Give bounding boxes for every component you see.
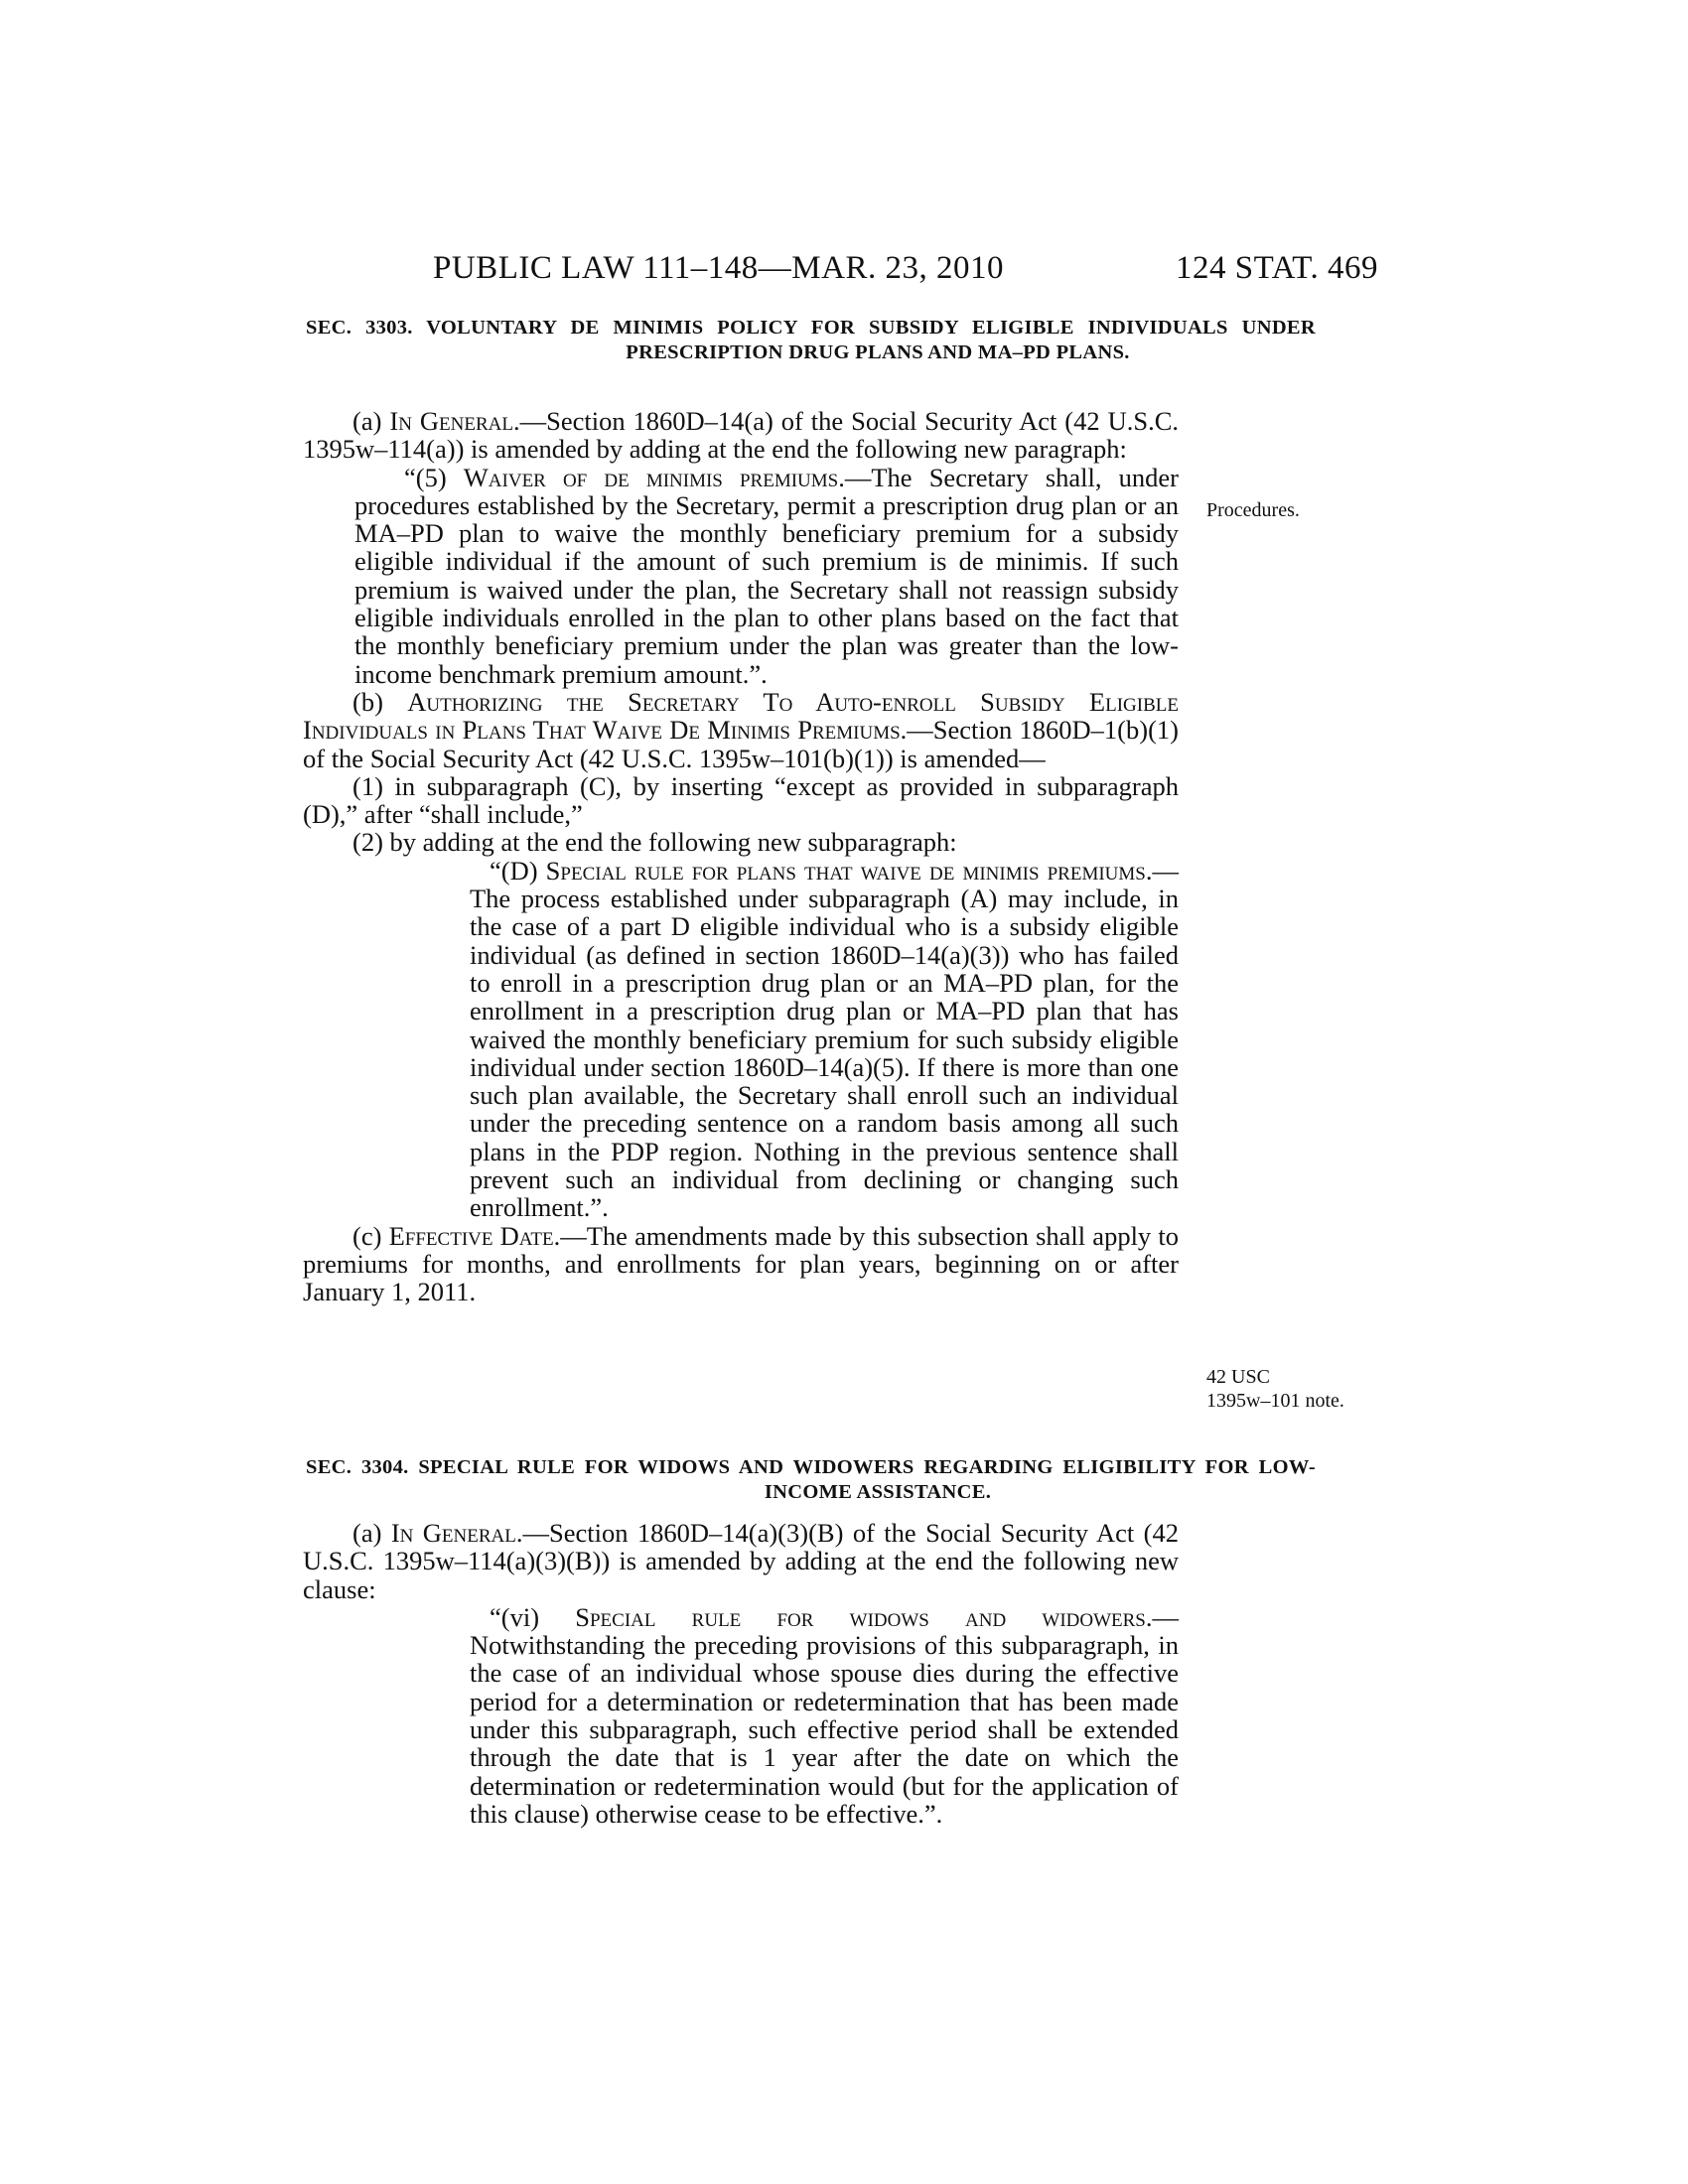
subsection-b-item-1: (1) in subparagraph (C), by inserting “except as provided in subparagraph (D),” after “shall include,” xyxy=(303,770,1179,830)
subsection-a-text: .—Section 1860D–14(a) of the Social Security Act (42 U.S.C. 1395w–114(a)) is amended by adding at the end the following new paragraph: xyxy=(303,406,1179,465)
paragraph-5-caption: Waiver of de minimis premiums xyxy=(463,462,839,492)
subsection-b-text: .—Section 1860D–1(b)(1) of the Social Security Act (42 U.S.C. 1395w–101(b)(1)) is amended— xyxy=(303,715,1179,773)
paragraph-5-label: “(5) xyxy=(404,462,464,492)
clause-vi-caption: Special rule for widows and widowers xyxy=(575,1601,1146,1632)
margin-note-usc-line-1: 42 USC xyxy=(1206,1366,1270,1388)
running-header-stat-page: 124 STAT. 469 xyxy=(1175,250,1378,286)
running-header-title: PUBLIC LAW 111–148—MAR. 23, 2010 xyxy=(433,250,1004,286)
subsection-c-caption: Effective Date xyxy=(388,1220,554,1251)
subsection-b-label: (b) xyxy=(352,686,408,717)
clause-vi-text: .— Notwithstanding the preceding provisions of this subparagraph, in the case of an individual whose spouse dies during the effective period for a determination or redetermination that has been made under this subparagraph, such effective period shall be extended through the date that is 1 year after the date on which the determination or redetermination would (but for the application of this clause) otherwise cease to be effective.”. xyxy=(470,1601,1180,1829)
subsection-b-item-2: (2) by adding at the end the following new subparagraph: xyxy=(352,827,957,858)
subsection-a-label: (a) xyxy=(352,406,390,436)
paragraph-5-block xyxy=(303,464,1179,688)
clause-vi xyxy=(470,1603,1179,1828)
subsection-a xyxy=(303,407,1179,464)
subparagraph-d-caption: Special rule for plans that waive de minimis premiums xyxy=(545,855,1146,886)
clause-vi-label: “(vi) xyxy=(490,1601,576,1632)
subparagraph-d-label: “(D) xyxy=(490,855,546,886)
clause-vi-block xyxy=(303,1603,1179,1828)
section-3304-subsection-a-label: (a) xyxy=(352,1518,391,1548)
section-3304-body xyxy=(303,1519,1179,1828)
section-3303-heading: SEC. 3303. VOLUNTARY DE MINIMIS POLICY FOR SUBSIDY ELIGIBLE INDIVIDUALS UNDER PRESCRIPTION DRUG PLANS AND MA–PD PLANS. xyxy=(306,317,1316,363)
subsection-b xyxy=(303,688,1179,772)
section-3304-subsection-a-caption: In General xyxy=(390,1518,516,1548)
subsection-a-caption: In General xyxy=(389,406,513,436)
subsection-b-caption: Authorizing the Secretary To Auto-enroll Subsidy Eligible Individuals in Plans That Waive De Minimis Premiums xyxy=(303,686,1179,746)
section-3304-heading: SEC. 3304. SPECIAL RULE FOR WIDOWS AND WIDOWERS REGARDING ELIGIBILITY FOR LOW-INCOME ASSISTANCE. xyxy=(306,1456,1316,1503)
subsection-c-label: (c) xyxy=(352,1220,389,1251)
margin-note-procedures: Procedures. xyxy=(1206,499,1300,521)
subparagraph-d-text: .—The process established under subparagraph (A) may include, in the case of a part D eligible individual who is a subsidy eligible individual (as defined in section 1860D–14(a)(3)) who has failed to enroll in a prescription drug plan or an MA–PD plan, for the enrollment in a prescription drug plan or MA–PD plan that has waived the monthly beneficiary premium for such subsidy eligible individual under section 1860D–14(a)(5). If there is more than one such plan available, the Secretary shall enroll such an individual under the preceding sentence on a random basis among all such plans in the PDP region. Nothing in the previous sentence shall prevent such an individual from declining or changing such enrollment.”. xyxy=(470,855,1179,1223)
subparagraph-d xyxy=(470,857,1179,1222)
paragraph-5 xyxy=(354,464,1179,688)
subsection-c xyxy=(303,1222,1179,1306)
paragraph-5-text: .—The Secretary shall, under procedures established by the Secretary, permit a prescription drug plan or an MA–PD plan to waive the monthly beneficiary premium for a subsidy eligible individual if the amount of such premium is de minimis. If such premium is waived under the plan, the Secretary shall not reassign subsidy eligible individuals enrolled in the plan to other plans based on the fact that the monthly beneficiary premium under the plan was greater than the low-income benchmark premium amount.”. xyxy=(354,462,1179,689)
subsection-c-text: .—The amendments made by this subsection shall apply to premiums for months, and enrollments for plan years, beginning on or after January 1, 2011. xyxy=(303,1220,1179,1307)
margin-note-usc-line-2: 1395w–101 note. xyxy=(1206,1390,1344,1412)
section-3304-subsection-a xyxy=(303,1519,1179,1603)
section-3303-body xyxy=(303,407,1179,1306)
section-3304-subsection-a-text: .—Section 1860D–14(a)(3)(B) of the Social Security Act (42 U.S.C. 1395w–114(a)(3)(B)) is amended by adding at the end the following new clause: xyxy=(303,1518,1179,1604)
subparagraph-d-block xyxy=(303,857,1179,1222)
